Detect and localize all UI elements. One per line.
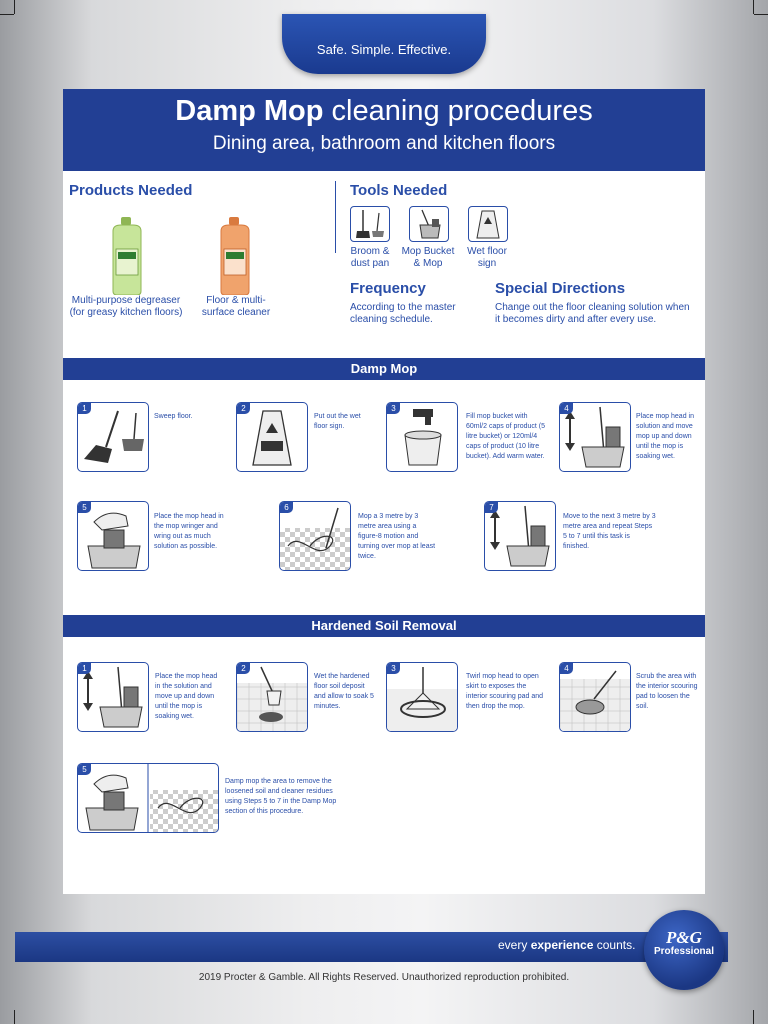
damp-step-1-text: Sweep floor. xyxy=(154,413,193,420)
page-subtitle: Dining area, bathroom and kitchen floors xyxy=(212,133,556,154)
page-title xyxy=(63,95,705,128)
degreaser-bottle-image xyxy=(107,217,147,295)
crop-mark xyxy=(753,0,754,14)
tagline: Safe. Simple. Effective. xyxy=(316,42,452,57)
damp-step-3-image xyxy=(386,402,458,472)
step-number: 6 xyxy=(280,502,293,513)
hard-step-1-image xyxy=(77,662,149,732)
step-number: 1 xyxy=(78,663,91,674)
hard-step-3-text: Twirl mop head to open skirt to exposes the interior scouring pad and then drop the mop. xyxy=(466,673,544,710)
damp-step-5-text: Place the mop head in the mop wringer and wring out as much solution as possible. xyxy=(154,513,224,550)
wet-floor-sign-icon xyxy=(468,206,508,242)
damp-step-4-image xyxy=(559,402,631,472)
tool-label-mop-bucket: Mop Bucket & Mop xyxy=(401,246,455,269)
damp-step-6-image xyxy=(279,501,351,571)
step-number: 4 xyxy=(560,403,573,414)
damp-step-3-text: Fill mop bucket with 60ml/2 caps of product (5 litre bucket) or 120ml/4 caps of product (10 litre bucket). Add warm water. xyxy=(466,413,545,460)
hardened-soil-band: Hardened Soil Removal xyxy=(63,615,705,637)
step-number: 5 xyxy=(78,764,91,775)
title-rest: cleaning procedures xyxy=(323,95,593,127)
step-number: 4 xyxy=(560,663,573,674)
step-number: 1 xyxy=(78,403,91,414)
damp-step-5-image xyxy=(77,501,149,571)
products-heading: Products Needed xyxy=(69,182,193,199)
frequency-heading: Frequency xyxy=(350,280,426,297)
damp-step-2-text: Put out the wet floor sign. xyxy=(314,413,361,430)
special-directions-text: Change out the floor cleaning solution when it becomes dirty and after every use. xyxy=(495,302,690,325)
hard-step-2-text: Wet the hardened floor soil deposit and allow to soak 5 minutes. xyxy=(314,673,374,710)
tools-heading: Tools Needed xyxy=(350,182,448,199)
hard-step-4-image xyxy=(559,662,631,732)
hard-step-4-text: Scrub the area with the interior scouring pad to loosen the soil. xyxy=(636,673,698,710)
tool-label-wet-floor-sign: Wet floor sign xyxy=(467,246,507,269)
damp-step-4-text: Place mop head in solution and move mop up and down until the mop is soaking wet. xyxy=(636,413,694,460)
step-number: 3 xyxy=(387,663,400,674)
copyright-notice: 2019 Procter & Gamble. All Rights Reserved. Unauthorized reproduction prohibited. xyxy=(198,972,570,983)
slogan-plain: every xyxy=(498,938,531,952)
damp-step-2-image xyxy=(236,402,308,472)
crop-mark xyxy=(0,14,14,15)
floor-cleaner-bottle-image xyxy=(215,217,255,295)
mop-bucket-icon xyxy=(409,206,449,242)
header xyxy=(63,89,705,171)
product-label-floor-cleaner: Floor & multi-surface cleaner xyxy=(201,295,271,318)
damp-step-6-text: Mop a 3 metre by 3 metre area using a figure-8 motion and turning over mop at least twice. xyxy=(358,513,436,560)
hard-step-5-text: Damp mop the area to remove the loosened soil and cleaner residues using Steps 5 to 7 in the Damp Mop section of this procedure. xyxy=(225,778,337,815)
special-directions-heading: Special Directions xyxy=(495,280,626,297)
slogan-bold: experience xyxy=(530,938,594,952)
hard-step-3-image xyxy=(386,662,458,732)
title-bold: Damp Mop xyxy=(175,95,324,127)
step-number: 2 xyxy=(237,403,250,414)
slogan-end: counts. xyxy=(593,938,636,952)
hard-step-2-image xyxy=(236,662,308,732)
column-divider xyxy=(335,181,336,253)
slogan xyxy=(498,938,635,952)
pg-logo-subtext: Professional xyxy=(653,946,715,957)
tool-label-broom: Broom & dust pan xyxy=(350,246,390,269)
tagline-tab xyxy=(282,14,486,74)
crop-mark xyxy=(753,1010,754,1024)
frequency-text: According to the master cleaning schedule. xyxy=(350,302,456,325)
damp-mop-band: Damp Mop xyxy=(63,358,705,380)
crop-mark xyxy=(754,14,768,15)
step-number: 2 xyxy=(237,663,250,674)
product-label-degreaser: Multi-purpose degreaser (for greasy kitchen floors) xyxy=(69,295,183,318)
step-number: 3 xyxy=(387,403,400,414)
broom-icon xyxy=(350,206,390,242)
damp-step-7-image xyxy=(484,501,556,571)
crop-mark xyxy=(14,1010,15,1024)
crop-mark xyxy=(14,0,15,14)
damp-step-7-text: Move to the next 3 metre by 3 metre area and repeat Steps 5 to 7 until this task is finished. xyxy=(563,513,656,550)
step-number: 7 xyxy=(485,502,498,513)
hard-step-5-image xyxy=(77,763,219,833)
step-number: 5 xyxy=(78,502,91,513)
hard-step-1-text: Place the mop head in the solution and move up and down until the mop is soaking wet. xyxy=(155,673,218,720)
damp-step-1-image xyxy=(77,402,149,472)
procedure-sheet xyxy=(63,89,705,894)
pg-logo-text: P&G xyxy=(666,928,702,947)
